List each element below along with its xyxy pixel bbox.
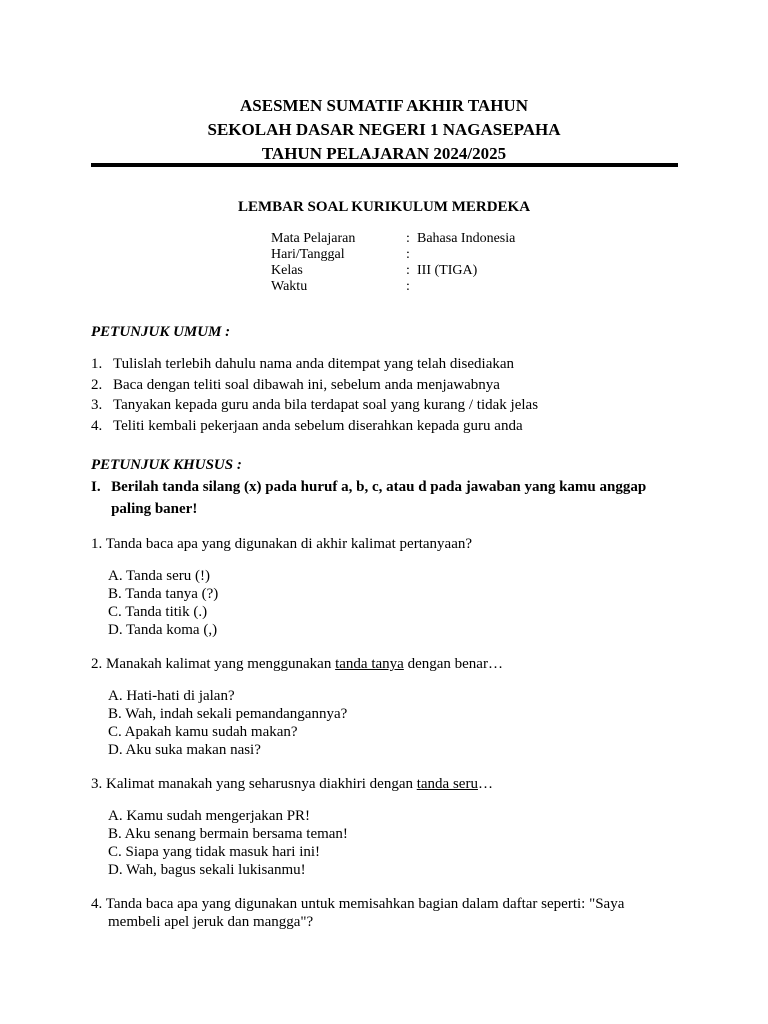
info-label: Hari/Tanggal bbox=[271, 247, 345, 262]
question-underline: tanda tanya bbox=[335, 656, 404, 672]
list-item bbox=[91, 375, 538, 396]
list-item bbox=[91, 354, 538, 375]
question-stem: 2. Manakah kalimat yang menggunakan bbox=[91, 656, 336, 672]
list-item bbox=[91, 395, 538, 416]
info-colon: : bbox=[406, 279, 410, 294]
info-label: Mata Pelajaran bbox=[271, 231, 356, 246]
question-stem: 1. Tanda baca apa yang digunakan di akhir kalimat pertanyaan? bbox=[91, 536, 473, 552]
header-divider bbox=[91, 163, 678, 167]
answer-option-b[interactable]: B. Tanda tanya (?) bbox=[108, 586, 219, 602]
list-number: 1. bbox=[91, 356, 103, 372]
list-number: 2. bbox=[91, 376, 103, 393]
list-text: Baca dengan teliti soal dibawah ini, sebelum anda menjawabnya bbox=[113, 376, 500, 393]
info-label: Kelas bbox=[271, 263, 303, 278]
info-value: Bahasa Indonesia bbox=[417, 231, 516, 246]
question-text-continued: membeli apel jeruk dan mangga"? bbox=[108, 914, 314, 930]
answer-option-d[interactable]: D. Tanda koma (,) bbox=[108, 622, 218, 638]
answer-options bbox=[108, 567, 691, 639]
list-number: 3. bbox=[91, 397, 103, 413]
info-row-class bbox=[271, 263, 515, 279]
instruction-number: I. bbox=[91, 479, 101, 495]
answer-option-b[interactable]: B. Wah, indah sekali pemandangannya? bbox=[108, 706, 348, 722]
general-instructions-heading: PETUNJUK UMUM : bbox=[91, 324, 231, 340]
answer-options bbox=[108, 687, 691, 759]
question-text: 4. Tanda baca apa yang digunakan untuk memisahkan bagian dalam daftar seperti: "Saya bbox=[91, 896, 625, 912]
header-title: ASESMEN SUMATIF AKHIR TAHUN bbox=[240, 96, 528, 115]
question-underline: tanda seru bbox=[416, 776, 478, 792]
question-text bbox=[91, 535, 691, 553]
info-row-time bbox=[271, 279, 515, 295]
info-colon: : bbox=[406, 247, 410, 262]
answer-options bbox=[108, 807, 691, 879]
info-table bbox=[271, 231, 515, 295]
question-1 bbox=[91, 535, 691, 639]
question-stem-end: dengan benar… bbox=[403, 656, 503, 672]
header-year: TAHUN PELAJARAN 2024/2025 bbox=[261, 144, 507, 163]
special-instruction bbox=[91, 476, 681, 520]
special-instructions-heading: PETUNJUK KHUSUS : bbox=[91, 457, 242, 473]
question-stem-end: … bbox=[477, 776, 493, 792]
question-text bbox=[91, 655, 691, 673]
answer-option-d[interactable]: D. Aku suka makan nasi? bbox=[108, 742, 261, 758]
answer-option-c[interactable]: C. Apakah kamu sudah makan? bbox=[108, 724, 298, 740]
answer-option-a[interactable]: A. Tanda seru (!) bbox=[108, 568, 210, 584]
answer-option-a[interactable]: A. Hati-hati di jalan? bbox=[108, 688, 235, 704]
answer-option-a[interactable]: A. Kamu sudah mengerjakan PR! bbox=[108, 808, 311, 824]
list-text: Tulislah terlebih dahulu nama anda ditempat yang telah disediakan bbox=[113, 356, 515, 372]
info-colon: : bbox=[406, 263, 410, 278]
exam-header bbox=[0, 94, 768, 166]
question-4 bbox=[91, 895, 651, 931]
info-label: Waktu bbox=[271, 279, 308, 294]
answer-option-d[interactable]: D. Wah, bagus sekali lukisanmu! bbox=[108, 862, 306, 878]
list-text: Teliti kembali pekerjaan anda sebelum diserahkan kepada guru anda bbox=[113, 417, 523, 434]
answer-option-c[interactable]: C. Tanda titik (.) bbox=[108, 604, 208, 620]
instruction-text: Berilah tanda silang (x) pada huruf a, b, c, atau d pada jawaban yang kamu anggap paling baner! bbox=[111, 479, 647, 517]
list-number: 4. bbox=[91, 417, 103, 434]
question-stem: 3. Kalimat manakah yang seharusnya diakhiri dengan bbox=[91, 776, 417, 792]
answer-option-c[interactable]: C. Siapa yang tidak masuk hari ini! bbox=[108, 844, 321, 860]
subtitle: LEMBAR SOAL KURIKULUM MERDEKA bbox=[237, 199, 531, 215]
question-text bbox=[91, 775, 691, 793]
info-row-date bbox=[271, 247, 515, 263]
info-row-subject bbox=[271, 231, 515, 247]
question-3 bbox=[91, 775, 691, 879]
list-text: Tanyakan kepada guru anda bila terdapat soal yang kurang / tidak jelas bbox=[113, 397, 539, 413]
list-item bbox=[91, 416, 538, 437]
answer-option-b[interactable]: B. Aku senang bermain bersama teman! bbox=[108, 826, 348, 842]
header-school: SEKOLAH DASAR NEGERI 1 NAGASEPAHA bbox=[207, 120, 561, 139]
question-2 bbox=[91, 655, 691, 759]
info-colon: : bbox=[406, 231, 410, 246]
info-value: III (TIGA) bbox=[417, 263, 478, 278]
general-instructions-list bbox=[91, 354, 538, 436]
